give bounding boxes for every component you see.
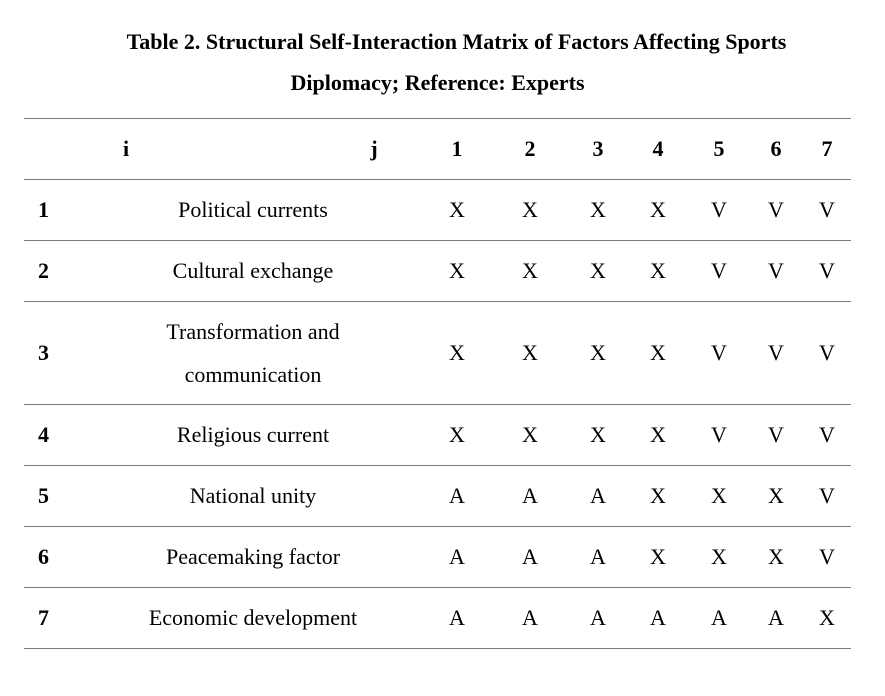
cell-value: X bbox=[711, 543, 727, 569]
table-row bbox=[24, 526, 851, 587]
cell-value: A bbox=[449, 543, 465, 569]
factor-name: Political currents bbox=[178, 197, 328, 222]
cell-value: A bbox=[449, 482, 465, 508]
cell-value: X bbox=[650, 339, 666, 365]
cell-value: X bbox=[449, 257, 465, 283]
cell-value: X bbox=[449, 421, 465, 447]
cell-value: V bbox=[711, 257, 727, 283]
cell-value: X bbox=[768, 543, 784, 569]
table-row bbox=[24, 465, 851, 526]
cell-value: X bbox=[522, 257, 538, 283]
row-index: 1 bbox=[38, 196, 49, 222]
cell-value: X bbox=[449, 196, 465, 222]
table-row bbox=[24, 179, 851, 240]
cell-value: V bbox=[711, 339, 727, 365]
cell-value: X bbox=[650, 257, 666, 283]
cell-value: X bbox=[650, 482, 666, 508]
cell-value: X bbox=[590, 421, 606, 447]
cell-value: A bbox=[522, 543, 538, 569]
cell-value: A bbox=[590, 543, 606, 569]
factor-name: Economic development bbox=[148, 605, 358, 630]
cell-value: V bbox=[819, 257, 835, 283]
cell-value: A bbox=[590, 604, 606, 630]
table-row bbox=[24, 301, 851, 404]
cell-value: X bbox=[449, 339, 465, 365]
cell-value: A bbox=[650, 604, 666, 630]
header-j: j bbox=[370, 135, 378, 161]
header-i: i bbox=[122, 135, 130, 161]
row-index: 2 bbox=[38, 257, 49, 283]
cell-value: X bbox=[650, 421, 666, 447]
table-row bbox=[24, 240, 851, 301]
cell-value: A bbox=[522, 482, 538, 508]
header-col-3: 3 bbox=[592, 135, 604, 161]
factor-name: National unity bbox=[189, 483, 317, 508]
cell-value: X bbox=[819, 604, 835, 630]
factor-name: Transformation and communication bbox=[166, 318, 340, 387]
header-col-6: 6 bbox=[770, 135, 782, 161]
cell-value: V bbox=[819, 339, 835, 365]
header-col-7: 7 bbox=[821, 135, 833, 161]
cell-value: V bbox=[819, 196, 835, 222]
cell-value: A bbox=[522, 604, 538, 630]
cell-value: V bbox=[711, 196, 727, 222]
cell-value: V bbox=[819, 543, 835, 569]
cell-value: X bbox=[650, 543, 666, 569]
row-index: 4 bbox=[38, 421, 49, 447]
cell-value: V bbox=[768, 257, 784, 283]
header-col-2: 2 bbox=[524, 135, 536, 161]
cell-value: V bbox=[819, 421, 835, 447]
cell-value: X bbox=[590, 196, 606, 222]
cell-value: A bbox=[768, 604, 784, 630]
factor-name: Peacemaking factor bbox=[165, 544, 341, 569]
cell-value: X bbox=[711, 482, 727, 508]
cell-value: X bbox=[590, 257, 606, 283]
cell-value: V bbox=[768, 339, 784, 365]
table-row bbox=[24, 404, 851, 465]
cell-value: X bbox=[768, 482, 784, 508]
cell-value: X bbox=[522, 196, 538, 222]
rule-bottom bbox=[24, 648, 851, 649]
row-index: 5 bbox=[38, 482, 49, 508]
cell-value: V bbox=[819, 482, 835, 508]
cell-value: X bbox=[650, 196, 666, 222]
cell-value: A bbox=[711, 604, 727, 630]
rule-top bbox=[24, 118, 851, 119]
cell-value: X bbox=[590, 339, 606, 365]
table-title-line-2: Diplomacy; Reference: Experts bbox=[290, 70, 585, 95]
header-col-4: 4 bbox=[652, 135, 664, 161]
cell-value: X bbox=[522, 339, 538, 365]
factor-name: Religious current bbox=[176, 422, 330, 447]
factor-name: Cultural exchange bbox=[172, 258, 334, 283]
cell-value: X bbox=[522, 421, 538, 447]
row-index: 3 bbox=[38, 339, 49, 365]
table-title-line-1: Table 2. Structural Self-Interaction Matrix of Factors Affecting Sports bbox=[126, 29, 787, 54]
table-row bbox=[24, 587, 851, 648]
cell-value: A bbox=[590, 482, 606, 508]
header-col-1: 1 bbox=[451, 135, 463, 161]
cell-value: V bbox=[768, 196, 784, 222]
header-col-5: 5 bbox=[713, 135, 725, 161]
row-index: 6 bbox=[38, 543, 49, 569]
table-header-row bbox=[24, 118, 851, 179]
cell-value: A bbox=[449, 604, 465, 630]
row-index: 7 bbox=[38, 604, 49, 630]
cell-value: V bbox=[711, 421, 727, 447]
cell-value: V bbox=[768, 421, 784, 447]
